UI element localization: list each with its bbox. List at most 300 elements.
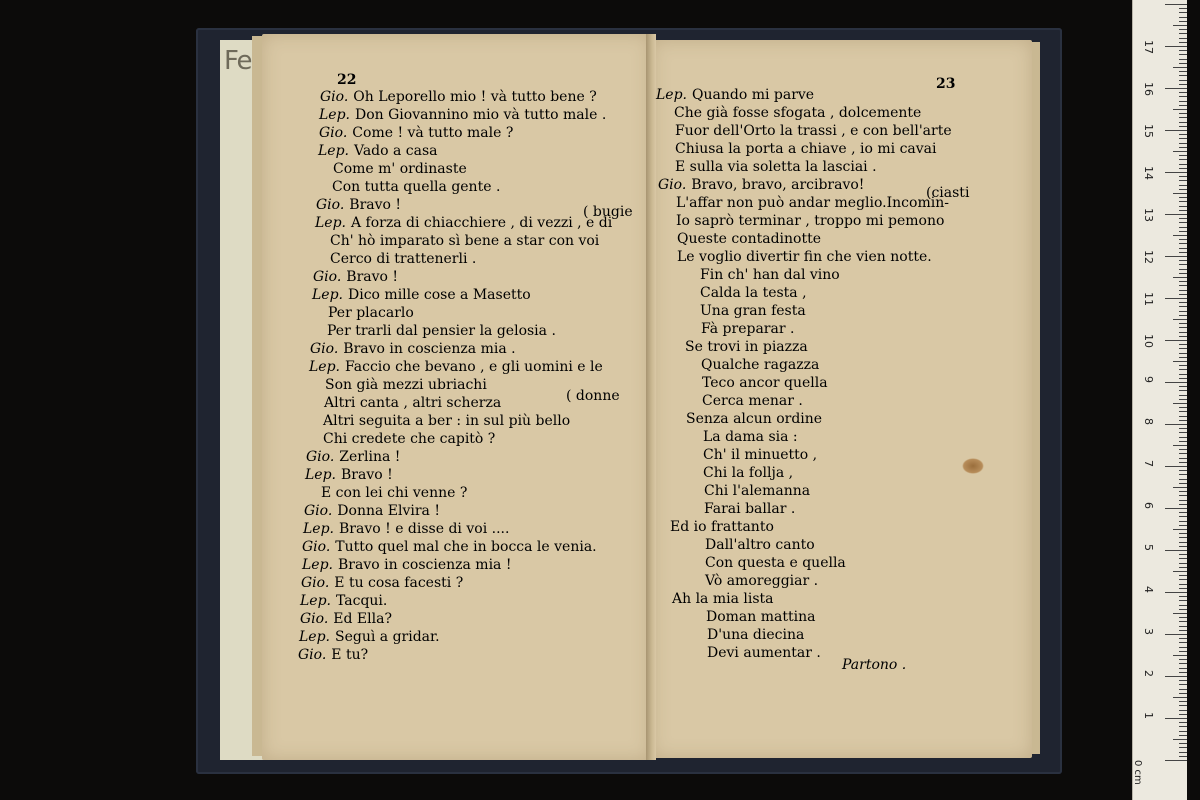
ruler-tick bbox=[1179, 264, 1187, 265]
text-line bbox=[704, 500, 795, 518]
ruler-tick bbox=[1173, 277, 1187, 278]
ruler-label: 7 bbox=[1142, 460, 1155, 467]
text-line bbox=[315, 214, 612, 232]
speaker-label: Lep. bbox=[312, 287, 343, 303]
ruler-tick bbox=[1179, 390, 1187, 391]
ruler-tick bbox=[1179, 500, 1187, 501]
dialogue-text: L'affar non può andar meglio.Incomin- bbox=[676, 195, 949, 211]
ruler-tick bbox=[1179, 126, 1187, 127]
text-line bbox=[325, 376, 487, 394]
text-line bbox=[705, 554, 846, 572]
ruler-tick bbox=[1179, 185, 1187, 186]
ruler-tick bbox=[1179, 479, 1187, 480]
ruler-unit: 0 cm bbox=[1132, 760, 1143, 785]
ruler-tick bbox=[1179, 672, 1187, 673]
ruler-tick bbox=[1179, 470, 1187, 471]
dialogue-text: Zerlina ! bbox=[339, 449, 401, 465]
text-line bbox=[313, 268, 398, 286]
speaker-label: Gio. bbox=[302, 539, 331, 555]
ruler-tick bbox=[1179, 428, 1187, 429]
dialogue-text: Senza alcun ordine bbox=[686, 411, 823, 427]
ruler-tick bbox=[1179, 521, 1187, 522]
text-line bbox=[656, 86, 814, 104]
ruler-tick bbox=[1179, 441, 1187, 442]
ruler-tick bbox=[1179, 378, 1187, 379]
ruler-tick bbox=[1179, 722, 1187, 723]
ruler-tick bbox=[1179, 113, 1187, 114]
ruler-tick bbox=[1173, 25, 1187, 26]
ruler-tick bbox=[1179, 407, 1187, 408]
ruler-tick bbox=[1179, 189, 1187, 190]
text-line bbox=[298, 646, 368, 664]
text-line bbox=[700, 266, 840, 284]
dialogue-text: Calda la testa , bbox=[700, 285, 807, 301]
dialogue-text: Come m' ordinaste bbox=[333, 161, 467, 177]
ruler-tick bbox=[1179, 483, 1187, 484]
text-line bbox=[310, 340, 516, 358]
speaker-label: Lep. bbox=[656, 87, 687, 103]
measuring-ruler bbox=[1132, 0, 1187, 800]
ruler-tick bbox=[1179, 176, 1187, 177]
text-line bbox=[701, 320, 794, 338]
ruler-tick bbox=[1179, 705, 1187, 706]
ruler-tick bbox=[1179, 386, 1187, 387]
text-line bbox=[670, 518, 774, 536]
ruler-tick bbox=[1179, 516, 1187, 517]
text-line bbox=[700, 284, 807, 302]
ruler-tick bbox=[1179, 273, 1187, 274]
ink-stain bbox=[962, 458, 984, 474]
dialogue-text: Fà preparar . bbox=[701, 321, 795, 337]
text-line bbox=[703, 464, 793, 482]
text-line bbox=[703, 446, 817, 464]
speaker-label: Lep. bbox=[302, 557, 333, 573]
ruler-tick bbox=[1179, 689, 1187, 690]
ruler-label: 14 bbox=[1142, 166, 1155, 180]
dialogue-text: Ch' hò imparato sì bene a star con voi bbox=[330, 233, 600, 249]
ruler-tick bbox=[1179, 12, 1187, 13]
speaker-label: Lep. bbox=[315, 215, 346, 231]
text-line bbox=[702, 374, 828, 392]
ruler-tick bbox=[1179, 512, 1187, 513]
dialogue-text: Ed Ella? bbox=[333, 611, 392, 627]
text-line bbox=[658, 176, 864, 194]
dialogue-text: Dall'altro canto bbox=[705, 537, 815, 553]
text-line bbox=[323, 412, 570, 430]
dialogue-text: E sulla via soletta la lasciai . bbox=[675, 159, 877, 175]
ruler-tick bbox=[1179, 735, 1187, 736]
text-line bbox=[300, 592, 387, 610]
ruler-tick bbox=[1179, 327, 1187, 328]
dialogue-text: Con tutta quella gente . bbox=[332, 179, 501, 195]
ruler-tick bbox=[1165, 46, 1187, 47]
stage-note: ( bugie bbox=[583, 204, 633, 220]
dialogue-text: Quando mi parve bbox=[692, 87, 815, 103]
dialogue-text: Altri seguita a ber : in sul più bello bbox=[323, 413, 571, 429]
ruler-tick bbox=[1179, 302, 1187, 303]
ruler-tick bbox=[1179, 651, 1187, 652]
text-line bbox=[302, 538, 597, 556]
ruler-label: 2 bbox=[1142, 670, 1155, 677]
ruler-tick bbox=[1179, 269, 1187, 270]
ruler-tick bbox=[1179, 42, 1187, 43]
ruler-tick bbox=[1179, 348, 1187, 349]
stage-note: (ciasti bbox=[926, 185, 970, 201]
dialogue-text: Faccio che bevano , e gli uomini e le bbox=[345, 359, 603, 375]
ruler-label: 16 bbox=[1142, 82, 1155, 96]
ruler-label: 13 bbox=[1142, 208, 1155, 222]
ruler-tick bbox=[1179, 105, 1187, 106]
text-line bbox=[330, 232, 599, 250]
ruler-tick bbox=[1179, 752, 1187, 753]
speaker-label: Gio. bbox=[319, 125, 348, 141]
ruler-tick bbox=[1179, 227, 1187, 228]
ruler-label: 5 bbox=[1142, 544, 1155, 551]
text-line bbox=[324, 394, 501, 412]
ruler-tick bbox=[1179, 714, 1187, 715]
ruler-tick bbox=[1179, 605, 1187, 606]
ruler-tick bbox=[1165, 88, 1187, 89]
ruler-tick bbox=[1165, 382, 1187, 383]
text-line bbox=[707, 626, 804, 644]
dialogue-text: Come ! và tutto male ? bbox=[352, 125, 514, 141]
ruler-tick bbox=[1179, 575, 1187, 576]
ruler-label: 15 bbox=[1142, 124, 1155, 138]
ruler-tick bbox=[1179, 17, 1187, 18]
ruler-tick bbox=[1165, 214, 1187, 215]
text-line bbox=[675, 122, 952, 140]
text-line bbox=[701, 356, 819, 374]
ruler-tick bbox=[1165, 298, 1187, 299]
dialogue-text: Che già fosse sfogata , dolcemente bbox=[674, 105, 922, 121]
ruler-tick bbox=[1179, 621, 1187, 622]
text-line bbox=[309, 358, 603, 376]
page-edge-left bbox=[252, 36, 262, 756]
ruler-tick bbox=[1179, 29, 1187, 30]
ruler-tick bbox=[1179, 155, 1187, 156]
text-line bbox=[300, 610, 392, 628]
ruler-tick bbox=[1179, 96, 1187, 97]
text-line bbox=[706, 608, 815, 626]
speaker-label: Gio. bbox=[298, 647, 327, 663]
speaker-label: Gio. bbox=[316, 197, 345, 213]
ruler-tick bbox=[1179, 710, 1187, 711]
text-line bbox=[318, 142, 438, 160]
ruler-tick bbox=[1179, 206, 1187, 207]
ruler-tick bbox=[1179, 542, 1187, 543]
ruler-tick bbox=[1179, 159, 1187, 160]
ruler-tick bbox=[1179, 311, 1187, 312]
ruler-tick bbox=[1179, 252, 1187, 253]
dialogue-text: Doman mattina bbox=[706, 609, 816, 625]
page-number-left: 22 bbox=[337, 72, 357, 88]
ruler-tick bbox=[1179, 210, 1187, 211]
ruler-tick bbox=[1179, 8, 1187, 9]
dialogue-text: Chi credete che capitò ? bbox=[323, 431, 496, 447]
ruler-tick bbox=[1173, 613, 1187, 614]
ruler-tick bbox=[1179, 365, 1187, 366]
ruler-tick bbox=[1179, 285, 1187, 286]
ruler-tick bbox=[1179, 743, 1187, 744]
dialogue-text: Devi aumentar . bbox=[707, 645, 821, 661]
ruler-tick bbox=[1179, 222, 1187, 223]
ruler-tick bbox=[1179, 33, 1187, 34]
ruler-tick bbox=[1179, 306, 1187, 307]
text-line bbox=[306, 448, 400, 466]
text-line bbox=[705, 536, 815, 554]
text-line bbox=[700, 302, 806, 320]
text-line bbox=[305, 466, 393, 484]
ruler-tick bbox=[1179, 84, 1187, 85]
ruler-tick bbox=[1179, 462, 1187, 463]
page-edge-right bbox=[1032, 42, 1040, 754]
dialogue-text: E tu cosa facesti ? bbox=[334, 575, 464, 591]
text-line bbox=[685, 338, 808, 356]
text-line bbox=[323, 430, 495, 448]
ruler-tick bbox=[1179, 453, 1187, 454]
text-line bbox=[702, 392, 803, 410]
dialogue-text: Bravo, bravo, arcibravo! bbox=[691, 177, 865, 193]
text-line bbox=[301, 574, 463, 592]
text-line bbox=[328, 304, 414, 322]
text-line bbox=[320, 88, 597, 106]
dialogue-text: Oh Leporello mio ! và tutto bene ? bbox=[353, 89, 597, 105]
dialogue-text: Queste contadinotte bbox=[677, 231, 822, 247]
ruler-tick bbox=[1179, 71, 1187, 72]
ruler-tick bbox=[1179, 731, 1187, 732]
ruler-tick bbox=[1173, 193, 1187, 194]
ruler-tick bbox=[1179, 395, 1187, 396]
ruler-tick bbox=[1179, 449, 1187, 450]
ruler-tick bbox=[1179, 260, 1187, 261]
ruler-tick bbox=[1173, 109, 1187, 110]
ruler-tick bbox=[1179, 315, 1187, 316]
stage-direction: Partono . bbox=[842, 657, 907, 673]
text-line bbox=[330, 250, 476, 268]
text-line bbox=[316, 196, 401, 214]
dialogue-text: Tutto quel mal che in bocca le venia. bbox=[335, 539, 597, 555]
ruler-tick bbox=[1179, 504, 1187, 505]
dialogue-text: Con questa e quella bbox=[705, 555, 846, 571]
ruler-tick bbox=[1173, 67, 1187, 68]
ruler-tick bbox=[1173, 529, 1187, 530]
ruler-tick bbox=[1179, 680, 1187, 681]
ruler-tick bbox=[1165, 424, 1187, 425]
ruler-tick bbox=[1179, 134, 1187, 135]
dialogue-text: Fin ch' han dal vino bbox=[700, 267, 840, 283]
ruler-tick bbox=[1173, 235, 1187, 236]
dialogue-text: Farai ballar . bbox=[704, 501, 796, 517]
ruler-tick bbox=[1179, 638, 1187, 639]
ruler-tick bbox=[1165, 130, 1187, 131]
ruler-tick bbox=[1165, 340, 1187, 341]
ruler-tick bbox=[1179, 180, 1187, 181]
ruler-label: 12 bbox=[1142, 250, 1155, 264]
ruler-tick bbox=[1173, 655, 1187, 656]
text-line bbox=[302, 556, 511, 574]
dialogue-text: Bravo ! e disse di voi .... bbox=[339, 521, 510, 537]
ruler-tick bbox=[1179, 495, 1187, 496]
ruler-label: 8 bbox=[1142, 418, 1155, 425]
text-line bbox=[312, 286, 531, 304]
ruler-tick bbox=[1179, 374, 1187, 375]
ruler-tick bbox=[1179, 248, 1187, 249]
ruler-tick bbox=[1165, 4, 1187, 5]
ruler-tick bbox=[1179, 537, 1187, 538]
text-line bbox=[677, 230, 821, 248]
ruler-tick bbox=[1179, 420, 1187, 421]
book-gutter bbox=[646, 34, 656, 760]
ruler-tick bbox=[1179, 38, 1187, 39]
ruler-tick bbox=[1179, 756, 1187, 757]
ruler-label: 11 bbox=[1142, 292, 1155, 306]
ruler-tick bbox=[1179, 197, 1187, 198]
ruler-tick bbox=[1173, 361, 1187, 362]
dialogue-text: A forza di chiacchiere , di vezzi , e di bbox=[351, 215, 613, 231]
ruler-tick bbox=[1165, 508, 1187, 509]
ruler-tick bbox=[1179, 626, 1187, 627]
ruler-tick bbox=[1179, 525, 1187, 526]
text-line bbox=[676, 194, 949, 212]
ruler-tick bbox=[1179, 579, 1187, 580]
text-line bbox=[705, 572, 818, 590]
ruler-tick bbox=[1173, 739, 1187, 740]
ruler-tick bbox=[1179, 369, 1187, 370]
dialogue-text: Tacqui. bbox=[336, 593, 388, 609]
ruler-tick bbox=[1165, 466, 1187, 467]
speaker-label: Lep. bbox=[318, 143, 349, 159]
ruler-tick bbox=[1179, 122, 1187, 123]
dialogue-text: Vò amoreggiar . bbox=[705, 573, 819, 589]
dialogue-text: La dama sia : bbox=[703, 429, 798, 445]
ruler-tick bbox=[1179, 168, 1187, 169]
text-line bbox=[299, 628, 440, 646]
dialogue-text: Cerco di trattenerli . bbox=[330, 251, 477, 267]
speaker-label: Gio. bbox=[300, 611, 329, 627]
ruler-tick bbox=[1179, 533, 1187, 534]
ruler-tick bbox=[1179, 332, 1187, 333]
ruler-tick bbox=[1179, 596, 1187, 597]
dialogue-text: E tu? bbox=[331, 647, 369, 663]
dialogue-text: Qualche ragazza bbox=[701, 357, 820, 373]
text-line bbox=[707, 644, 821, 662]
dialogue-text: Una gran festa bbox=[700, 303, 806, 319]
ruler-tick bbox=[1165, 634, 1187, 635]
text-line bbox=[333, 160, 467, 178]
ruler-tick bbox=[1179, 63, 1187, 64]
ruler-tick bbox=[1179, 567, 1187, 568]
ruler-tick bbox=[1179, 684, 1187, 685]
ruler-tick bbox=[1179, 117, 1187, 118]
dialogue-text: Son già mezzi ubriachi bbox=[325, 377, 487, 393]
ruler-tick bbox=[1179, 416, 1187, 417]
text-line bbox=[677, 248, 932, 266]
ruler-tick bbox=[1179, 218, 1187, 219]
ruler-tick bbox=[1179, 617, 1187, 618]
dialogue-text: Bravo ! bbox=[349, 197, 402, 213]
ruler-tick bbox=[1179, 281, 1187, 282]
ruler-label: 6 bbox=[1142, 502, 1155, 509]
text-line bbox=[686, 410, 822, 428]
dialogue-text: Don Giovannino mio và tutto male . bbox=[355, 107, 607, 123]
text-line bbox=[676, 212, 944, 230]
ruler-tick bbox=[1179, 147, 1187, 148]
speaker-label: Gio. bbox=[310, 341, 339, 357]
text-line bbox=[319, 106, 606, 124]
text-line bbox=[672, 590, 774, 608]
ruler-tick bbox=[1179, 458, 1187, 459]
ruler-label: 3 bbox=[1142, 628, 1155, 635]
text-line bbox=[327, 322, 556, 340]
ruler-tick bbox=[1179, 491, 1187, 492]
speaker-label: Gio. bbox=[313, 269, 342, 285]
ruler-tick bbox=[1179, 609, 1187, 610]
dialogue-text: Teco ancor quella bbox=[702, 375, 828, 391]
ruler-tick bbox=[1179, 357, 1187, 358]
ruler-tick bbox=[1179, 726, 1187, 727]
dialogue-text: Cerca menar . bbox=[702, 393, 803, 409]
ruler-tick bbox=[1165, 256, 1187, 257]
ruler-tick bbox=[1173, 571, 1187, 572]
dialogue-text: Io saprò terminar , troppo mi pemono bbox=[676, 213, 945, 229]
ruler-tick bbox=[1179, 563, 1187, 564]
speaker-label: Lep. bbox=[305, 467, 336, 483]
dialogue-text: Le voglio divertir fin che vien notte. bbox=[677, 249, 932, 265]
speaker-label: Lep. bbox=[299, 629, 330, 645]
dialogue-text: Seguì a gridar. bbox=[335, 629, 440, 645]
ruler-tick bbox=[1179, 21, 1187, 22]
dialogue-text: Ed io frattanto bbox=[670, 519, 774, 535]
dialogue-text: Donna Elvira ! bbox=[337, 503, 440, 519]
ruler-tick bbox=[1179, 50, 1187, 51]
text-line bbox=[304, 502, 440, 520]
ruler-tick bbox=[1179, 747, 1187, 748]
dialogue-text: Vado a casa bbox=[354, 143, 438, 159]
ruler-tick bbox=[1165, 760, 1187, 761]
ruler-tick bbox=[1179, 411, 1187, 412]
ruler-tick bbox=[1179, 588, 1187, 589]
ruler-tick bbox=[1179, 59, 1187, 60]
speaker-label: Gio. bbox=[658, 177, 687, 193]
stage-note: ( donne bbox=[566, 388, 620, 404]
dialogue-text: Bravo in coscienza mia ! bbox=[338, 557, 512, 573]
ruler-tick bbox=[1179, 75, 1187, 76]
dialogue-text: Dico mille cose a Masetto bbox=[348, 287, 531, 303]
ruler-tick bbox=[1179, 54, 1187, 55]
dialogue-text: Chi l'alemanna bbox=[704, 483, 811, 499]
ruler-tick bbox=[1179, 323, 1187, 324]
dialogue-text: Altri canta , altri scherza bbox=[324, 395, 502, 411]
dialogue-text: Bravo ! bbox=[346, 269, 399, 285]
ruler-tick bbox=[1179, 92, 1187, 93]
ruler-tick bbox=[1173, 151, 1187, 152]
ruler-tick bbox=[1179, 201, 1187, 202]
ruler-tick bbox=[1179, 336, 1187, 337]
ruler-label: 17 bbox=[1142, 40, 1155, 54]
ruler-tick bbox=[1179, 243, 1187, 244]
speaker-label: Lep. bbox=[309, 359, 340, 375]
ruler-tick bbox=[1179, 353, 1187, 354]
ruler-tick bbox=[1179, 668, 1187, 669]
ruler-tick bbox=[1179, 344, 1187, 345]
ruler-tick bbox=[1179, 693, 1187, 694]
ruler-tick bbox=[1179, 294, 1187, 295]
dialogue-text: D'una diecina bbox=[707, 627, 805, 643]
speaker-label: Gio. bbox=[304, 503, 333, 519]
dialogue-text: Chi la follja , bbox=[703, 465, 794, 481]
dialogue-text: Chiusa la porta a chiave , io mi cavai bbox=[675, 141, 937, 157]
text-line bbox=[332, 178, 500, 196]
